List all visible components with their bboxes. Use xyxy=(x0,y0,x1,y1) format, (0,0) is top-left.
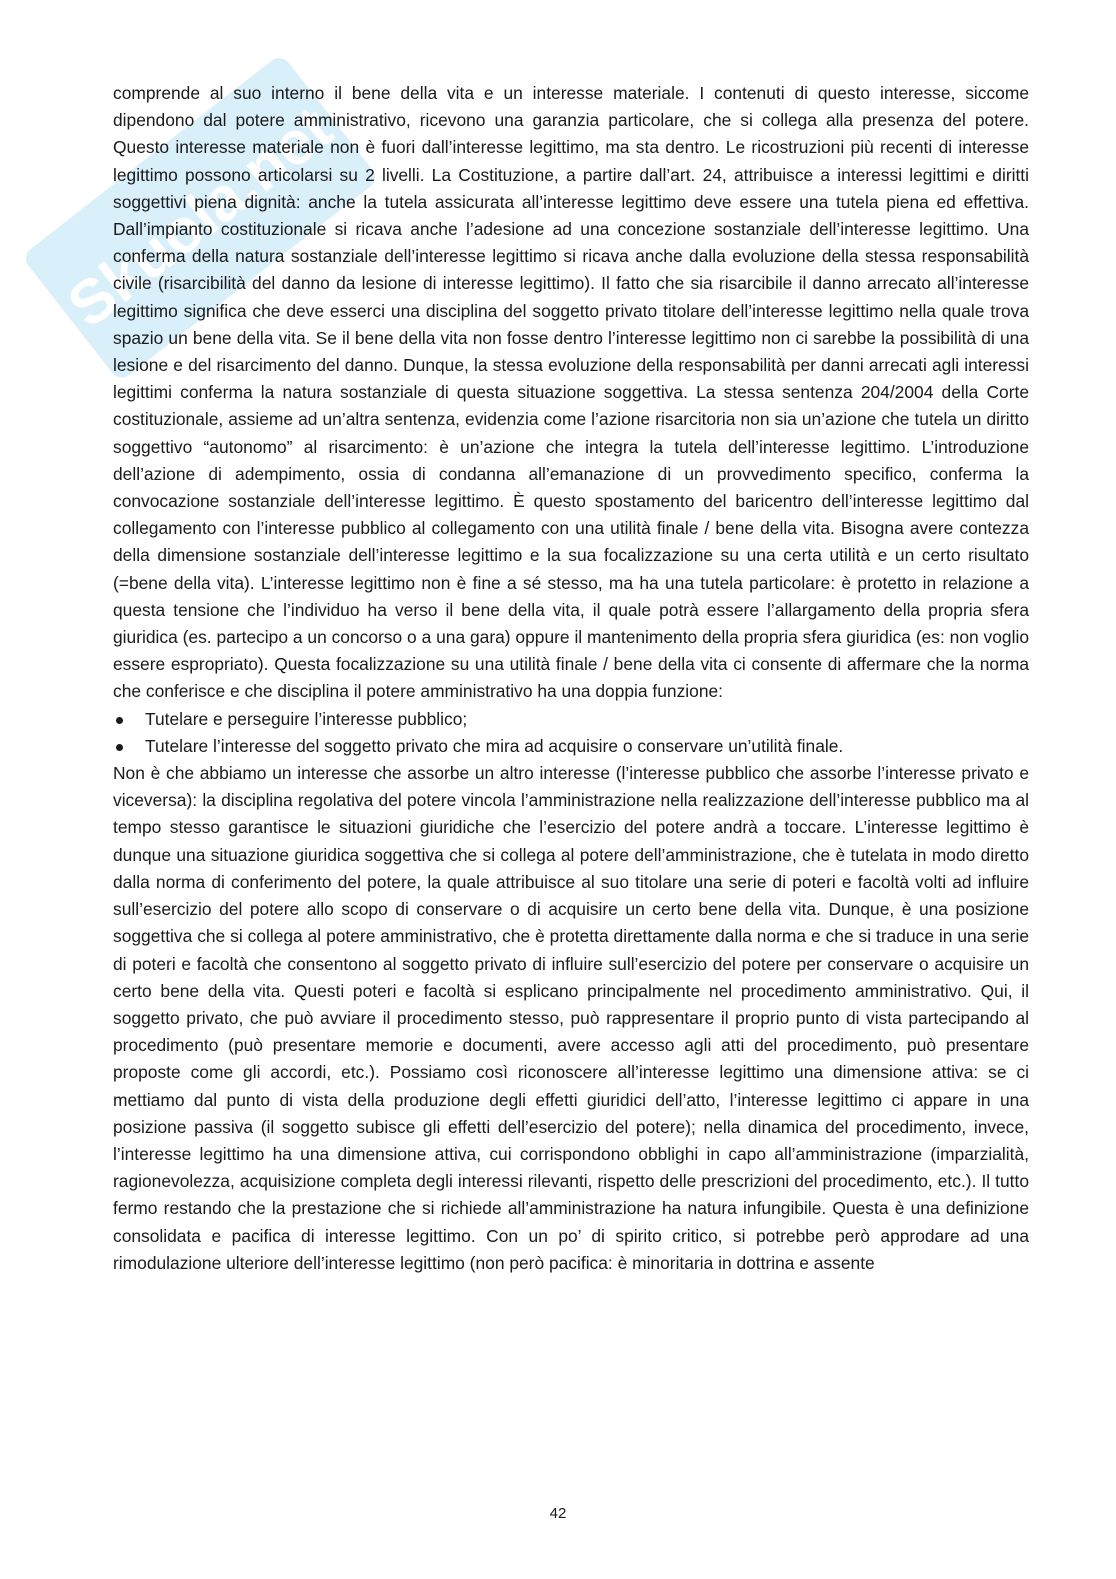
body-paragraph: comprende al suo interno il bene della vita e un interesse materiale. I contenuti di questo interesse, siccome dipendono dal potere amministrativo, ricevono una garanzia particolare, che si collega alla presenza del potere. Questo interesse materiale non è fuori dall’interesse legittimo, ma sta dentro. Le ricostruzioni più recenti di interesse legittimo possono articolarsi su 2 livelli. La Costituzione, a partire dall’art. 24, attribuisce a interessi legittimi e diritti soggettivi piena dignità: anche la tutela assicurata all’interesse legittimo deve essere una tutela piena ed effettiva. Dall’impianto costituzionale si ricava anche l’adesione ad una concezione sostanziale dell’interesse legittimo. Una conferma della natura sostanziale dell’interesse legittimo si ricava anche dalla evoluzione della stessa responsabilità civile (risarcibilità del danno da lesione di interesse legittimo). Il fatto che sia risarcibile il danno arrecato all’interesse legittimo significa che deve esserci una disciplina del soggetto privato titolare dell’interesse legittimo nella quale trova spazio un bene della vita. Se il bene della vita non fosse dentro l’interesse legittimo non ci sarebbe la possibilità di una lesione e del risarcimento del danno. Dunque, la stessa evoluzione della responsabilità per danni arrecati agli interessi legittimi conferma la natura sostanziale di questa situazione soggettiva. La stessa sentenza 204/2004 della Corte costituzionale, assieme ad un’altra sentenza, evidenzia come l’azione risarcitoria non sia un’azione che tutela un diritto soggettivo “autonomo” al risarcimento: è un’azione che integra la tutela dell’interesse legittimo. L’introduzione dell’azione di adempimento, ossia di condanna all’emanazione di un provvedimento specifico, conferma la convocazione sostanziale dell’interesse legittimo. È questo spostamento del baricentro dell’interesse legittimo dal collegamento con l’interesse pubblico al collegamento con una utilità finale / bene della vita. Bisogna avere contezza della dimensione sostanziale dell’interesse legittimo e la sua focalizzazione su una certa utilità e un certo risultato (=bene della vita). L’interesse legittimo non è fine a sé stesso, ma ha una tutela particolare: è protetto in relazione a questa tensione che l’individuo ha verso il bene della vita, il quale potrà essere l’allargamento della propria sfera giuridica (es. partecipo a un concorso o a una gara) oppure il mantenimento della propria sfera giuridica (es: non voglio essere espropriato). Questa focalizzazione su una utilità finale / bene della vita ci consente di affermare che la norma che conferisce e che disciplina il potere amministrativo ha una doppia funzione: xyxy=(113,83,1029,702)
bullet-list xyxy=(113,706,1029,760)
body-paragraph: Non è che abbiamo un interesse che assorbe un altro interesse (l’interesse pubblico che assorbe l’interesse privato e viceversa): la disciplina regolativa del potere vincola l’amministrazione nella realizzazione dell’interesse pubblico ma al tempo stesso garantisce le situazioni giuridiche che l’esercizio del potere andrà a toccare. L’interesse legittimo è dunque una situazione giuridica soggettiva che si collega al potere dell’amministrazione, che è tutelata in modo diretto dalla norma di conferimento del potere, la quale attribuisce al suo titolare una serie di poteri e facoltà volti ad influire sull’esercizio del potere allo scopo di conservare o di acquisire un certo bene della vita. Dunque, è una posizione soggettiva che si collega al potere amministrativo, che è protetta direttamente dalla norma e che si traduce in una serie di poteri e facoltà che consentono al soggetto privato di influire sull’esercizio del potere per conservare o acquisire un certo bene della vita. Questi poteri e facoltà si esplicano principalmente nel procedimento amministrativo. Qui, il soggetto privato, che può avviare il procedimento stesso, può rappresentare il proprio punto di vista partecipando al procedimento (può presentare memorie e documenti, avere accesso agli atti del procedimento, può presentare proposte come gli accordi, etc.). Possiamo così riconoscere all’interesse legittimo una dimensione attiva: se ci mettiamo dal punto di vista della produzione degli effetti giuridici dell’atto, l’interesse legittimo ci appare in una posizione passiva (il soggetto subisce gli effetti dell’esercizio del potere); nella dinamica del procedimento, invece, l’interesse legittimo ha una dimensione attiva, cui corrispondono obblighi in capo all’amministrazione (imparzialità, ragionevolezza, acquisizione completa degli interessi rilevanti, rispetto delle prescrizioni del procedimento, etc.). Il tutto fermo restando che la prestazione che si richiede all’amministrazione ha natura infungibile. Questa è una definizione consolidata e pacifica di interesse legittimo. Con un po’ di spirito critico, si potrebbe però approdare ad una rimodulazione ulteriore dell’interesse legittimo (non però pacifica: è minoritaria in dottrina e assente xyxy=(113,763,1029,1273)
list-item-text: Tutelare e perseguire l’interesse pubblico; xyxy=(145,708,468,729)
bullet-icon xyxy=(116,717,123,724)
page-body xyxy=(113,80,1029,1277)
watermark-text: Skuola.net xyxy=(55,93,345,342)
page-number: 42 xyxy=(549,1505,567,1522)
list-item xyxy=(113,733,1029,760)
bullet-icon xyxy=(116,744,123,751)
list-item xyxy=(113,706,1029,733)
list-item-text: Tutelare l’interesse del soggetto privato che mira ad acquisire o conservare un’utilità finale. xyxy=(145,735,844,756)
